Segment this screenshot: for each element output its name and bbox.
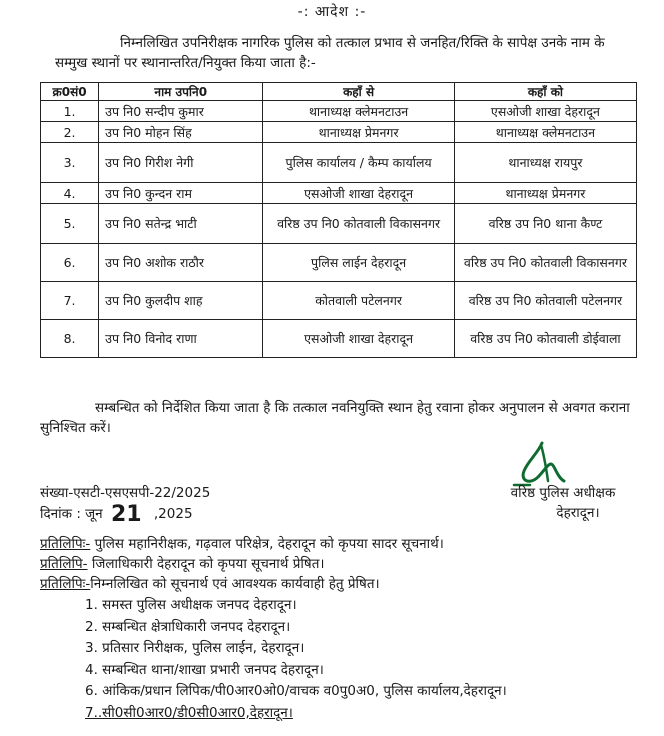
list-item: 6. आंकिक/प्रधान लिपिक/पी0आर0ओ0/वाचक व0पु0अ0, पुलिस कार्यालय,देहरादून।: [85, 683, 507, 699]
header-to: कहाँ को: [454, 83, 636, 101]
table-header-row: [41, 83, 637, 101]
row-officer-name: उप नि0 सतेन्द्र भाटी: [99, 204, 263, 244]
list-item: 1. समस्त पुलिस अधीक्षक जनपद देहरादून।: [85, 597, 297, 613]
transfer-table: [40, 82, 637, 358]
header-from: कहाँ से: [263, 83, 455, 101]
row-from: वरिष्ठ उप नि0 कोतवाली विकासनगर: [263, 204, 455, 244]
table-row: [41, 122, 637, 143]
signatory-block: [478, 483, 648, 523]
copy-label: प्रतिलिपिः-: [40, 536, 91, 552]
header-serial: क्र0सं0: [41, 83, 99, 101]
table-row: [41, 204, 637, 244]
table-row: [41, 282, 637, 320]
signatory-place: देहरादून।: [556, 505, 600, 521]
copy-label: प्रतिलिपिः-: [40, 576, 91, 592]
date-label: दिनांक : जून: [40, 506, 103, 522]
header-name: नाम उपनि0: [99, 83, 263, 101]
date-day: 21: [110, 502, 142, 527]
row-from: थानाध्यक्ष क्लेमनटाउन: [263, 101, 455, 122]
row-from: एसओजी शाखा देहरादून: [263, 183, 455, 204]
row-from: एसओजी शाखा देहरादून: [263, 320, 455, 358]
row-serial: 1.: [41, 101, 99, 122]
row-serial: 3.: [41, 143, 99, 183]
row-officer-name: उप नि0 कुलदीप शाह: [99, 282, 263, 320]
date-line: [40, 504, 193, 525]
table-row: [41, 143, 637, 183]
row-from: पुलिस कार्यालय / कैम्प कार्यालय: [263, 143, 455, 183]
row-to: वरिष्ठ उप नि0 थाना कैण्ट: [454, 204, 636, 244]
row-officer-name: उप नि0 अशोक राठौर: [99, 244, 263, 282]
copy-text: पुलिस महानिरीक्षक, गढ़वाल परिक्षेत्र, देहरादून को कृपया सादर सूचनार्थ।: [90, 536, 444, 552]
copy-label: प्रतिलिपि-: [40, 556, 88, 572]
row-officer-name: उप नि0 विनोद राणा: [99, 320, 263, 358]
row-serial: 4.: [41, 183, 99, 204]
copy-line-1: [40, 535, 650, 554]
row-serial: 7.: [41, 282, 99, 320]
row-to: थानाध्यक्ष क्लेमनटाउन: [454, 122, 636, 143]
row-to: वरिष्ठ उप नि0 कोतवाली डोईवाला: [454, 320, 636, 358]
table-row: [41, 101, 637, 122]
row-serial: 5.: [41, 204, 99, 244]
reference-number: संख्या-एसटी-एसएसपी-22/2025: [40, 485, 211, 501]
row-to: थानाध्यक्ष प्रेमनगर: [454, 183, 636, 204]
row-from: पुलिस लाईन देहरादून: [263, 244, 455, 282]
row-to: वरिष्ठ उप नि0 कोतवाली पटेलनगर: [454, 282, 636, 320]
row-serial: 6.: [41, 244, 99, 282]
intro-paragraph: निम्नलिखित उपनिरीक्षक नागरिक पुलिस को तत्काल प्रभाव से जनहित/रिक्ति के सापेक्ष उनके नाम के सम्मुख स्थानों पर स्थानान्तरित/नियुक्त किया जाता है:-: [55, 35, 605, 71]
copy-text: जिलाधिकारी देहरादून को कृपया सूचनार्थ प्रेषित।: [87, 556, 325, 572]
table-row: [41, 244, 637, 282]
row-officer-name: उप नि0 मोहन सिंह: [99, 122, 263, 143]
list-item: 4. सम्बन्धित थाना/शाखा प्रभारी जनपद देहरादून।: [85, 661, 324, 678]
signatory-designation: वरिष्ठ पुलिस अधीक्षक: [510, 485, 616, 501]
list-item: 3. प्रतिसार निरीक्षक, पुलिस लाईन, देहरादून।: [85, 640, 305, 656]
list-item: 7..सी0सी0आर0/डी0सी0आर0,देहरादून।: [85, 704, 293, 721]
table-row: [41, 183, 637, 204]
copy-text: निम्नलिखित को सूचनार्थ एवं आवश्यक कार्यवाही हेतु प्रेषित।: [90, 576, 380, 592]
row-from: कोतवाली पटेलनगर: [263, 282, 455, 320]
list-item: 2. सम्बन्धित क्षेत्राधिकारी जनपद देहरादून।: [85, 618, 291, 635]
row-to: वरिष्ठ उप नि0 कोतवाली विकासनगर: [454, 244, 636, 282]
row-serial: 8.: [41, 320, 99, 358]
instruction-paragraph: सम्बन्धित को निर्देशित किया जाता है कि तत्काल नवनियुक्ति स्थान हेतु रवाना होकर अनुपालन से अवगत कराना सुनिश्चित करें।: [40, 400, 630, 436]
row-from: थानाध्यक्ष प्रेमनगर: [263, 122, 455, 143]
row-officer-name: उप नि0 सन्दीप कुमार: [99, 101, 263, 122]
date-year: ,2025: [153, 506, 193, 522]
copy-line-2: [40, 555, 650, 574]
row-to: थानाध्यक्ष रायपुर: [454, 143, 636, 183]
row-officer-name: उप नि0 गिरीश नेगी: [99, 143, 263, 183]
row-to: एसओजी शाखा देहरादून: [454, 101, 636, 122]
row-officer-name: उप नि0 कुन्दन राम: [99, 183, 263, 204]
row-serial: 2.: [41, 122, 99, 143]
copy-recipient-list: [85, 595, 655, 724]
copy-line-3: [40, 575, 650, 594]
table-row: [41, 320, 637, 358]
order-heading: -: आदेश :-: [297, 4, 367, 20]
